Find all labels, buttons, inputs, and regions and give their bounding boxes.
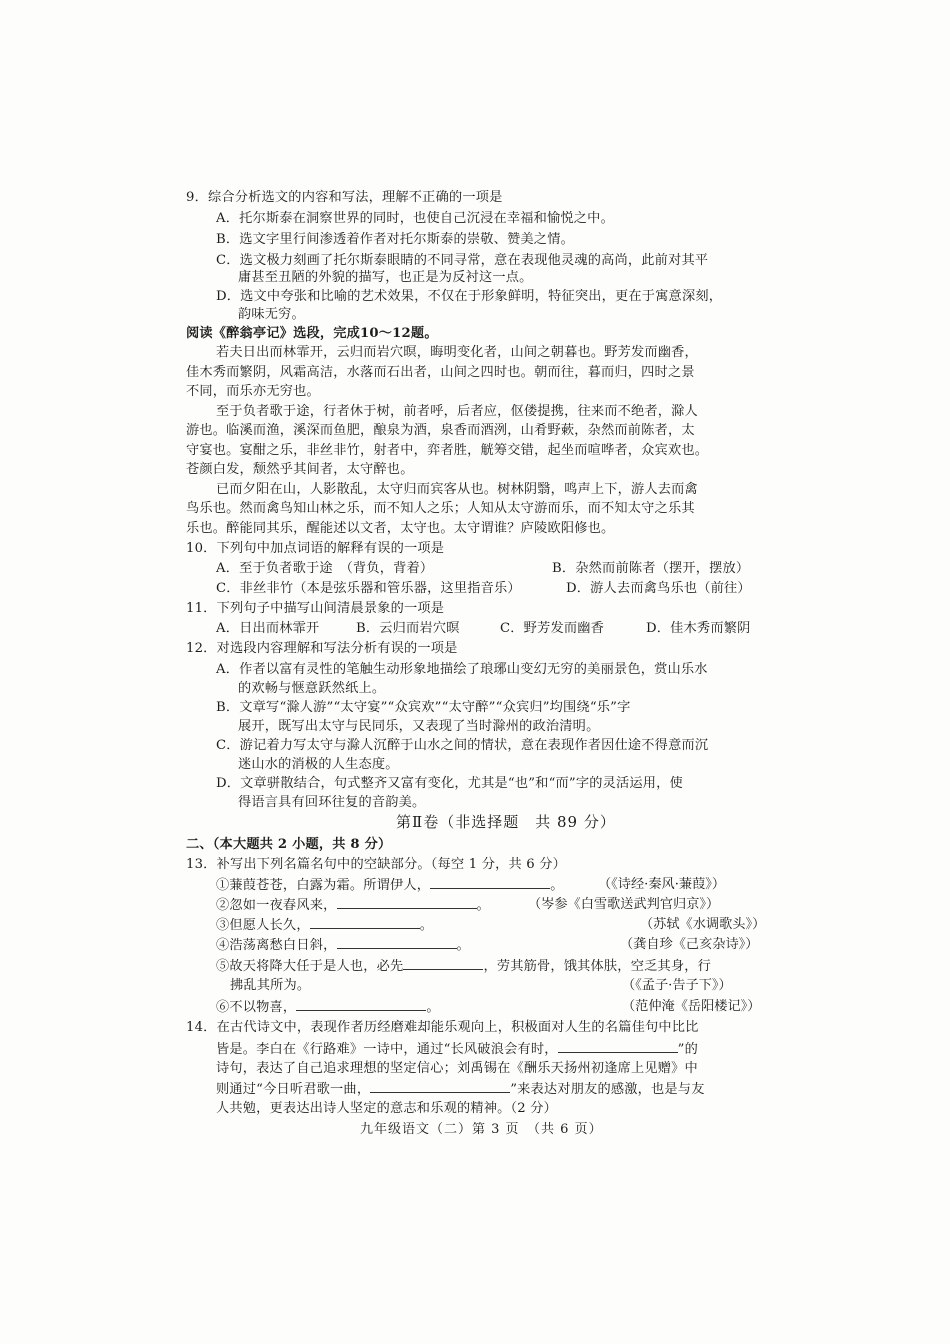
q13-item-2-end: 。 — [476, 898, 490, 913]
q14-line4-text-a: 则通过“今日听君歌一曲， — [216, 1082, 371, 1097]
q10-option-a: A．至于负者歌于途 （背负，背着） — [216, 561, 434, 576]
q13-source-6: （范仲淹《岳阳楼记》） — [622, 999, 761, 1014]
q13-item-5 — [216, 957, 711, 975]
q13-source-4: （龚自珍《己亥杂诗》） — [620, 937, 759, 952]
passage-p2-line4: 苍颜白发，颓然乎其间者，太守醉也。 — [186, 462, 414, 477]
q13-source-2: （岑参《白雪歌送武判官归京》） — [528, 897, 720, 912]
q14-line3: 诗句，表达了自己追求理想的坚定信心；刘禹锡在《酬乐天扬州初逢席上见赠》中 — [216, 1061, 698, 1076]
q14-line4 — [216, 1080, 705, 1098]
q13-item-1-end: 。 — [550, 878, 564, 893]
q13-source-3: （苏轼《水调歌头》） — [640, 917, 766, 932]
q9-stem: 9．综合分析选文的内容和写法，理解不正确的一项是 — [186, 190, 503, 205]
q12-option-b-line1: B．文章写“滁人游”“太守宴”“众宾欢”“太守醉”“众宾归”均围绕“乐”字 — [216, 700, 631, 715]
q13-stem: 13．补写出下列名篇名句中的空缺部分。（每空 1 分，共 6 分） — [186, 857, 567, 872]
q14-line4-text-b: ”来表达对朋友的感激，也是与友 — [510, 1082, 705, 1097]
passage-p2-line2: 游也。临溪而渔，溪深而鱼肥，酿泉为酒，泉香而酒洌，山肴野蔌，杂然而前陈者，太 — [186, 423, 695, 438]
q10-stem: 10．下列句中加点词语的解释有误的一项是 — [186, 541, 445, 556]
page-footer: 九年级语文（二）第 3 页 （共 6 页） — [360, 1122, 603, 1137]
q13-item-5-text-b: ，劳其筋骨，饿其体肤，空乏其身，行 — [483, 959, 712, 974]
q11-option-b: B．云归而岩穴暝 — [356, 621, 460, 636]
q13-source-1: （《诗经·秦风·蒹葭》） — [598, 877, 726, 892]
reading-intro: 阅读《醉翁亭记》选段，完成10～12题。 — [186, 326, 438, 341]
q14-line2 — [216, 1040, 698, 1058]
passage-p3-line3: 乐也。醉能同其乐，醒能述以文者，太守也。太守谓谁？庐陵欧阳修也。 — [186, 521, 615, 536]
q11-option-d: D．佳木秀而繁阴 — [646, 621, 751, 636]
q13-item-4 — [216, 936, 470, 954]
q9-option-a: A．托尔斯泰在洞察世界的同时，也使自己沉浸在幸福和愉悦之中。 — [216, 211, 614, 226]
q13-item-1-text: ①蒹葭苍苍，白露为霜。所谓伊人， — [216, 878, 431, 893]
q12-option-c-line2: 迷山水的消极的人生态度。 — [238, 757, 399, 772]
section-two-heading: 二、（本大题共 2 小题，共 8 分） — [186, 837, 392, 852]
q13-item-4-end: 。 — [456, 938, 470, 953]
passage-p3-line1: 已而夕阳在山，人影散乱，太守归而宾客从也。树林阴翳，鸣声上下，游人去而禽 — [216, 482, 698, 497]
q14-line1: 14．在古代诗文中，表现作者历经磨难却能乐观向上，积极面对人生的名篇佳句中比比 — [186, 1020, 699, 1035]
q13-blank-1[interactable] — [430, 876, 550, 889]
q13-source-5: （《孟子·告子下》） — [622, 978, 732, 993]
q13-blank-3[interactable] — [310, 916, 420, 929]
q10-option-c: C．非丝非竹（本是弦乐器和管乐器，这里指音乐） — [216, 581, 521, 596]
q13-item-6-text: ⑥不以物喜， — [216, 1000, 297, 1015]
q10-option-b: B．杂然而前陈者（摆开，摆放） — [552, 561, 750, 576]
q12-stem: 12．对选段内容理解和写法分析有误的一项是 — [186, 641, 458, 656]
q14-line2-end: ”的 — [677, 1042, 698, 1057]
q12-option-d-line2: 得语言具有回环往复的音韵美。 — [238, 795, 426, 810]
q13-item-2 — [216, 896, 490, 914]
q9-option-b: B．选文字里行间渗透着作者对托尔斯泰的崇敬、赞美之情。 — [216, 232, 574, 247]
part-two-title: 第Ⅱ卷（非选择题 共 89 分） — [396, 813, 616, 831]
q12-option-a-line2: 的欢畅与惬意跃然纸上。 — [238, 681, 386, 696]
q9-option-c-line2: 庸甚至丑陋的外貌的描写，也正是为反衬这一点。 — [238, 270, 533, 285]
q9-option-d-line2: 韵味无穷。 — [238, 307, 305, 322]
q13-item-3 — [216, 916, 433, 934]
q13-blank-6[interactable] — [296, 998, 426, 1011]
q14-blank-1[interactable] — [558, 1040, 678, 1053]
q10-option-d: D．游人去而禽鸟乐也（前往） — [566, 581, 751, 596]
q13-blank-5[interactable] — [403, 957, 483, 970]
passage-p2-line1: 至于负者歌于途，行者休于树，前者呼，后者应，伛偻提携，往来而不绝者，滁人 — [216, 404, 698, 419]
q12-option-c-line1: C．游记着力写太守与滁人沉醉于山水之间的情状，意在表现作者因仕途不得意而沉 — [216, 738, 709, 753]
q13-item-1 — [216, 876, 564, 894]
q13-item-2-text: ②忽如一夜春风来， — [216, 898, 337, 913]
passage-p1-line2: 佳木秀而繁阴，风霜高洁，水落而石出者，山间之四时也。朝而往，暮而归，四时之景 — [186, 365, 695, 380]
q13-item-3-text: ③但愿人长久， — [216, 918, 310, 933]
q12-option-a-line1: A．作者以富有灵性的笔触生动形象地描绘了琅琊山变幻无穷的美丽景色，赏山乐水 — [216, 662, 708, 677]
q9-option-c-line1: C．选文极力刻画了托尔斯泰眼睛的不同寻常，意在表现他灵魂的高尚，此前对其平 — [216, 253, 709, 268]
q13-item-4-text: ④浩荡离愁白日斜， — [216, 938, 337, 953]
q11-option-c: C．野芳发而幽香 — [500, 621, 605, 636]
q13-item-6 — [216, 998, 440, 1016]
q12-option-d-line1: D．文章骈散结合，句式整齐又富有变化，尤其是“也”和“而”字的灵活运用，使 — [216, 776, 683, 791]
q12-option-b-line2: 展开，既写出太守与民同乐，又表现了当时滁州的政治清明。 — [238, 719, 600, 734]
q14-line5: 人共勉，更表达出诗人坚定的意志和乐观的精神。（2 分） — [216, 1101, 558, 1116]
q9-option-d-line1: D．选文中夸张和比喻的艺术效果，不仅在于形象鲜明，特征突出，更在于寓意深刻， — [216, 289, 723, 304]
q13-blank-2[interactable] — [337, 896, 477, 909]
q13-item-6-end: 。 — [426, 1000, 440, 1015]
q13-item-5-text-a: ⑤故天将降大任于是人也，必先 — [216, 959, 404, 974]
q13-item-5-line2: 拂乱其所为。 — [230, 978, 311, 993]
passage-p3-line2: 鸟乐也。然而禽鸟知山林之乐，而不知人之乐；人知从太守游而乐，而不知太守之乐其 — [186, 501, 695, 516]
passage-p1-line1: 若夫日出而林霏开，云归而岩穴暝，晦明变化者，山间之朝暮也。野芳发而幽香， — [216, 345, 698, 360]
q11-option-a: A．日出而林霏开 — [216, 621, 320, 636]
q14-line2-text: 皆是。李白在《行路难》一诗中，通过“长风破浪会有时， — [216, 1042, 558, 1057]
q13-item-3-end: 。 — [419, 918, 434, 933]
passage-p1-line3: 不同，而乐亦无穷也。 — [186, 384, 320, 399]
passage-p2-line3: 守宴也。宴酣之乐，非丝非竹，射者中，弈者胜，觥筹交错，起坐而喧哗者，众宾欢也。 — [186, 443, 709, 458]
q13-blank-4[interactable] — [337, 936, 457, 949]
q14-blank-2[interactable] — [370, 1080, 510, 1093]
q11-stem: 11．下列句子中描写山间清晨景象的一项是 — [186, 601, 445, 616]
